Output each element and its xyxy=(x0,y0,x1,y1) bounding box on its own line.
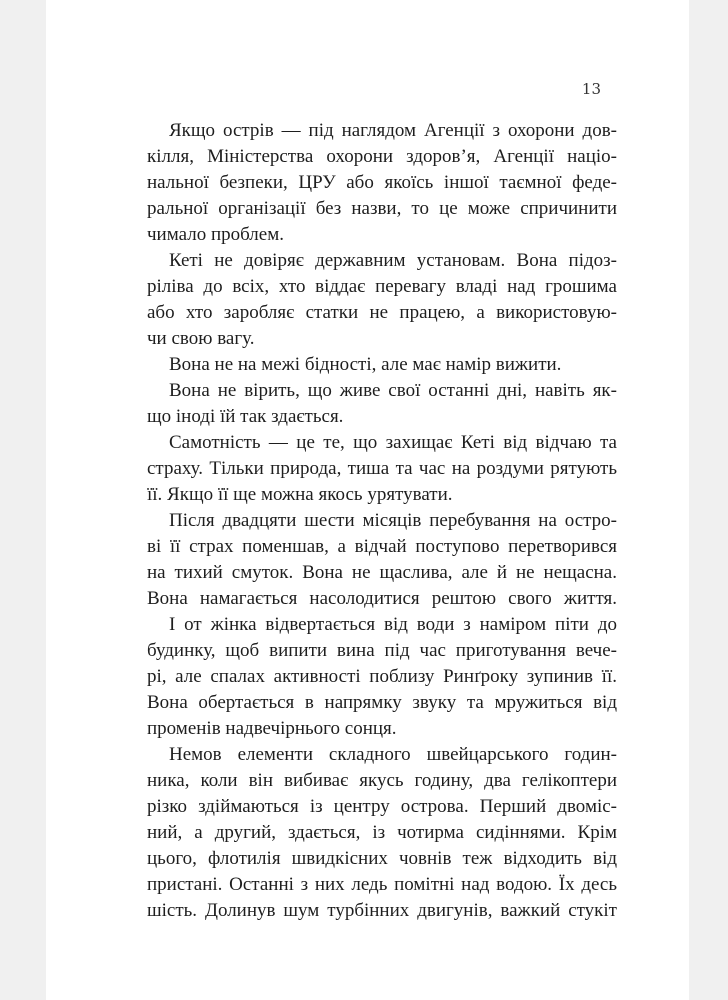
text-line: чи свою вагу. xyxy=(147,328,255,349)
text-line: І от жінка відвертається від води з наміром піти до xyxy=(169,614,617,635)
text-line: що іноді їй так здається. xyxy=(147,406,344,427)
text-line: Кеті не довіряє державним установам. Вона підоз- xyxy=(169,250,617,271)
text-line: різко здіймаються із центру острова. Перший двоміс- xyxy=(147,796,617,817)
page-number: 13 xyxy=(581,80,601,98)
text-line: ральної організації без назви, то це може спричинити xyxy=(147,198,617,219)
text-line: Вона намагається насолодитися рештою свого життя. xyxy=(147,588,617,609)
text-line: шість. Долинув шум турбінних двигунів, важкий стукіт xyxy=(147,900,617,921)
text-line: Вона не на межі бідності, але має намір вижити. xyxy=(169,354,562,375)
text-line: пристані. Останні з них ледь помітні над водою. Їх десь xyxy=(147,874,617,895)
text-line: чимало проблем. xyxy=(147,224,284,245)
text-line: цього, флотилія швидкісних човнів теж відходить від xyxy=(147,848,617,869)
text-line: рі, але спалах активності поблизу Ринґроку зупинив її. xyxy=(147,666,617,687)
text-line: Якщо острів — під наглядом Агенції з охорони дов- xyxy=(169,120,617,141)
text-line: її. Якщо її ще можна якось урятувати. xyxy=(147,484,453,505)
text-line: Вона не вірить, що живе свої останні дні, навіть як- xyxy=(169,380,617,401)
text-line: нальної безпеки, ЦРУ або якоїсь іншої таємної феде- xyxy=(147,172,617,193)
text-line: ві її страх поменшав, а відчай поступово перетворився xyxy=(147,536,617,557)
text-line: Немов елементи складного швейцарського годин- xyxy=(169,744,617,765)
text-line: ріліва до всіх, хто віддає перевагу владі над грошима xyxy=(147,276,617,297)
text-line: Самотність — це те, що захищає Кеті від відчаю та xyxy=(169,432,617,453)
text-line: Вона обертається в напрямку звуку та мружиться від xyxy=(147,692,617,713)
text-line: на тихий смуток. Вона не щаслива, але й не нещасна. xyxy=(147,562,617,583)
text-line: Після двадцяти шести місяців перебування на остро- xyxy=(169,510,617,531)
text-line: ника, коли він вибиває якусь годину, два гелікоптери xyxy=(147,770,617,791)
text-line: будинку, щоб випити вина під час приготування вече- xyxy=(147,640,617,661)
text-line: страху. Тільки природа, тиша та час на роздуми рятують xyxy=(147,458,617,479)
text-line: променів надвечірнього сонця. xyxy=(147,718,397,739)
text-line: або хто заробляє статки не працею, а використовую- xyxy=(147,302,617,323)
text-line: кілля, Міністерства охорони здоров’я, Агенції націо- xyxy=(147,146,617,167)
book-page xyxy=(46,0,689,1000)
text-line: ний, а другий, здається, із чотирма сидіннями. Крім xyxy=(147,822,617,843)
